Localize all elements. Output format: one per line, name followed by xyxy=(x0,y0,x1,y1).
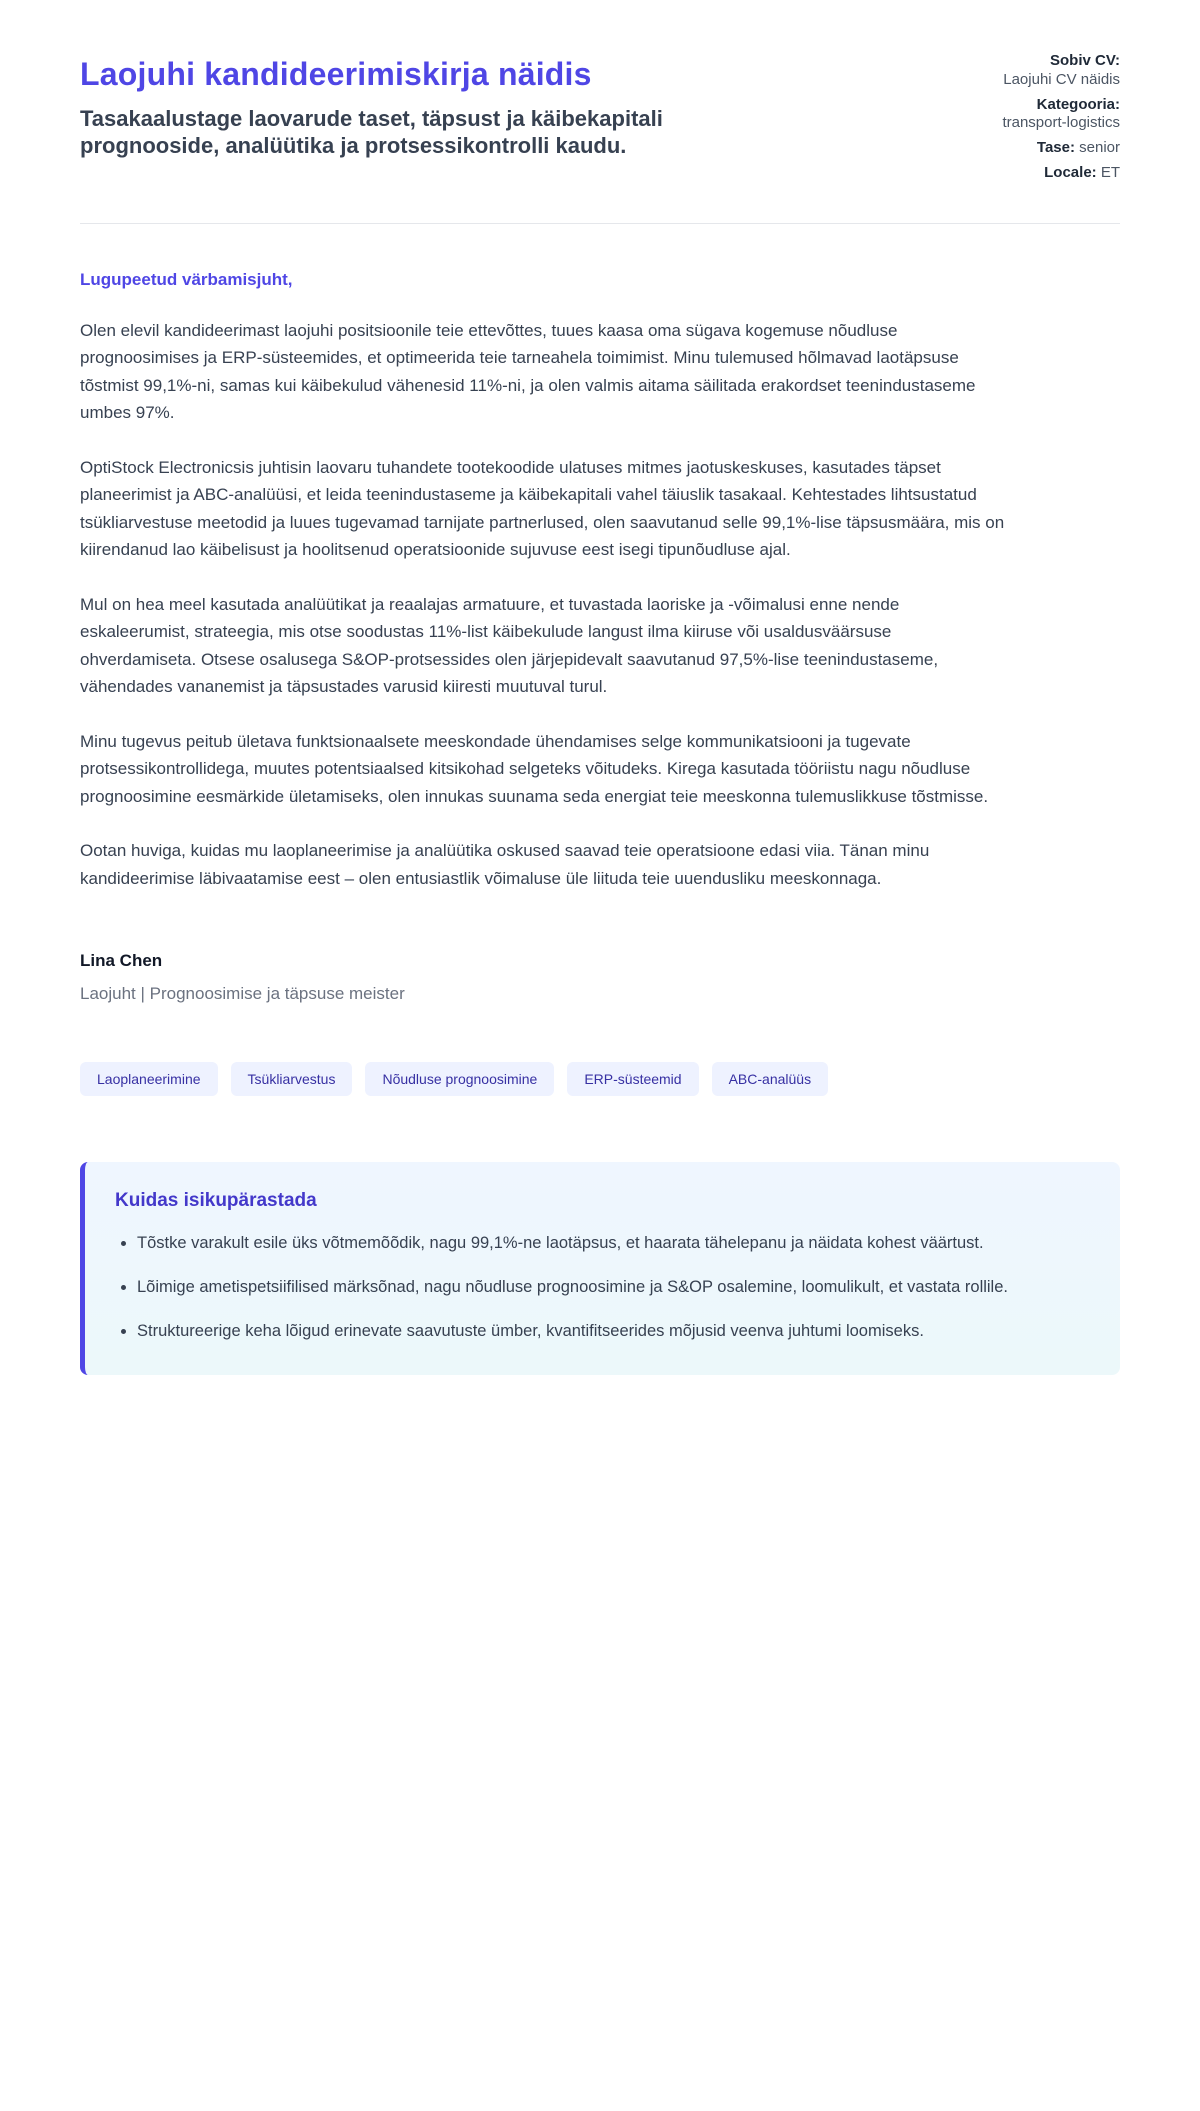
tip-item: • Tõstke varakult esile üks võtmemõõdik, nagu 99,1%-ne laotäpsus, et haarata tähelepanu ja näidata kohest väärtust. xyxy=(137,1230,1017,1257)
meta-category-label: Kategooria: xyxy=(1036,95,1120,113)
meta-level-label: Tase: xyxy=(1036,139,1075,156)
header xyxy=(80,48,1120,189)
meta-locale xyxy=(1002,164,1120,183)
page-subtitle: Tasakaalustage laovarude taset, täpsust ja käibekapitali prognooside, analüütika ja protsessikontrolli kaudu. xyxy=(80,105,663,159)
header-divider xyxy=(80,223,1120,224)
tag-chip: Tsükliarvestus xyxy=(231,1062,353,1096)
meta-level-value: senior xyxy=(1079,139,1120,156)
meta-category xyxy=(1002,96,1120,134)
letter-greeting: Lugupeetud värbamisjuht, xyxy=(80,269,293,289)
meta-cv-label: Sobiv CV: xyxy=(1049,52,1120,69)
letter-paragraph: Olen elevil kandideerimast laojuhi positsioonile teie ettevõttes, tuues kaasa oma sügava kogemuse nõudluse prognoosimises ja ERP-süsteemides, et optimeerida teie tarneahela toimimist. Minu tulemused hõlmavad laotäpsuse tõstmist 99,1%-ni, samas kui käibekulud vähenesid 11%-ni, ja olen valmis aitama säilitada erakordset teenindustaseme umbes 97%. xyxy=(80,320,976,423)
tip-item: • Lõimige ametispetsiifilised märksõnad, nagu nõudluse prognoosimine ja S&OP osalemine, loomulikult, et vastata rollile. xyxy=(137,1274,1017,1301)
tag-chip: ABC-analüüs xyxy=(712,1062,829,1096)
meta-locale-label: Locale: xyxy=(1044,163,1097,181)
signature-name: Lina Chen xyxy=(80,950,163,970)
meta-category-value: transport-logistics xyxy=(1002,114,1120,132)
letter-paragraph: Minu tugevus peitub ületava funktsionaalsete meeskondade ühendamises selge kommunikatsiooni ja tugevate protsessikontrollidega, muutes potentsiaalsed kitsikohad selgeteks võitudeks. Kirega kasutada tööriistu nagu nõudluse prognoosimine eesmärkide ületamiseks, olen innukas suunama seda energiat teie meeskonna tulemuslikkuse tõstmisse. xyxy=(80,731,989,806)
tip-item: • Struktureerige keha lõigud erinevate saavutuste ümber, kvantifitseerides mõjusid veenva juhtumi loomiseks. xyxy=(137,1318,1017,1345)
cover-letter xyxy=(80,270,1120,1004)
tag-chip: Nõudluse prognoosimine xyxy=(365,1062,554,1096)
tag-list xyxy=(80,1062,1120,1096)
header-titles xyxy=(80,48,720,160)
meta-level xyxy=(1002,139,1120,158)
meta-locale-value: ET xyxy=(1100,163,1120,181)
tag-chip: ERP-süsteemid xyxy=(567,1062,698,1096)
page-title: Laojuhi kandideerimiskirja näidis xyxy=(80,56,592,92)
tips-list xyxy=(115,1230,1086,1346)
letter-paragraph: OptiStock Electronicsis juhtisin laovaru tuhandete tootekoodide ulatuses mitmes jaotuskeskuses, kasutades täpset planeerimist ja ABC-analüüsi, et leida teenindustaseme ja käibekapitali vahel täiuslik tasakaal. Kehtestades lihtsustatud tsükliarvestuse meetodid ja luues tugevamad tarnijate partnerlused, olen saavutanud selle 99,1%-lise täpsusmäära, mis on kiirendanud lao käibelisust ja hoolitsenud operatsioonide sujuvuse eest isegi tipunõudluse ajal. xyxy=(80,457,1005,560)
letter-paragraph: Mul on hea meel kasutada analüütikat ja reaalajas armatuure, et tuvastada laoriske ja -võimalusi enne nende eskaleerumist, strateegia, mis otse soodustas 11%-list käibekulude langust ilma kiiruse või usaldusväärsuse ohverdamiseta. Otsese osalusega S&OP-protsessides olen järjepidevalt saavutanud 97,5%-lise teenindustaseme, vähendades vananemist ja täpsustades varusid kiiresti muutuval turul. xyxy=(80,594,939,697)
meta-cv-value: Laojuhi CV näidis xyxy=(1003,70,1120,88)
signature-title: Laojuht | Prognoosimise ja täpsuse meister xyxy=(80,983,405,1003)
tips-box xyxy=(80,1162,1120,1376)
letter-paragraph: Ootan huviga, kuidas mu laoplaneerimise ja analüütika oskused saavad teie operatsioone edasi viia. Tänan minu kandideerimise läbivaatamise eest – olen entusiastlik võimaluse üle liituda teie uuendusliku meeskonnaga. xyxy=(80,841,930,888)
tips-heading: Kuidas isikupärastada xyxy=(115,1189,317,1211)
meta-cv xyxy=(1002,52,1120,90)
tag-chip: Laoplaneerimine xyxy=(80,1062,218,1096)
signature-block xyxy=(80,951,1120,1004)
meta-panel xyxy=(1002,48,1120,189)
